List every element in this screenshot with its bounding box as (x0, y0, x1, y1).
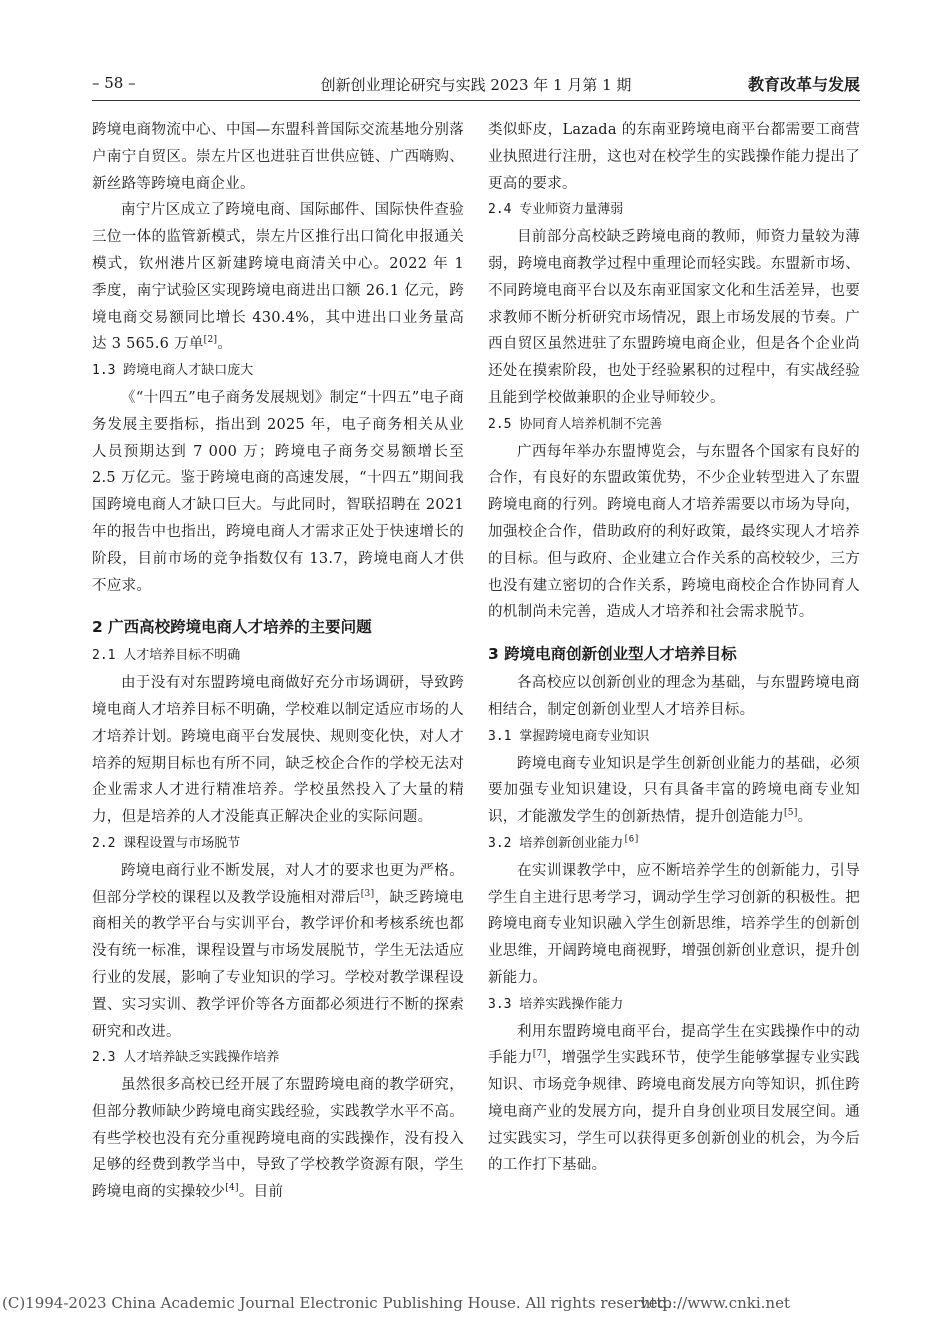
subsection-heading (488, 831, 860, 858)
section-title: 教育改革与发展 (747, 75, 860, 94)
paragraph-text: 。 (217, 336, 233, 353)
subsection-heading: 3.1 掌握跨境电商专业知识 (488, 728, 650, 744)
left-column (92, 117, 464, 1206)
copyright-notice: (C)1994-2023 China Academic Journal Electronic Publishing House. All rights reserved. (2, 1294, 672, 1312)
paragraph-text: 南宁片区成立了跨境电商、国际邮件、国际快件查验三位一体的监管新模式，崇左片区推行出口简化申报通关模式，钦州港片区新建跨境电商清关中心。2022 年 1 季度，南宁试验区实现跨境电商进出口额 26.1 亿元，跨境电商交易额同比增长 430.4%，其中进出口业务量高达 3 565.6 万单 (92, 202, 464, 353)
paragraph (488, 751, 860, 831)
paragraph: 广西每年举办东盟博览会，与东盟各个国家有良好的合作，有良好的东盟政策优势，不少企业转型进入了东盟跨境电商的行列。跨境电商人才培养需要以市场为导向，加强校企合作，借助政府的利好政策，最终实现人才培养的目标。但与政府、企业建立合作关系的高校较少，三方也没有建立密切的合作关系，跨境电商校企合作协同育人的机制尚未完善，造成人才培养和社会需求脱节。 (488, 443, 860, 621)
citation: [7] (532, 1049, 547, 1060)
paragraph: 目前部分高校缺乏跨境电商的教师，师资力量较为薄弱，跨境电商教学过程中重理论而轻实践。东盟新市场、不同跨境电商平台以及东南亚国家文化和生活差异，也要求教师不断分析研究市场情况，跟上市场发展的节奏。广西自贸区虽然进驻了东盟跨境电商企业，但是各个企业尚还处在摸索阶段，也处于经验累积的过程中，有实战经验且能到学校做兼职的企业导师较少。 (488, 229, 860, 406)
paragraph-text: 。 (797, 809, 813, 826)
page-header (92, 72, 860, 100)
paragraph (92, 1072, 464, 1206)
paragraph-text: ，增强学生实践环节，使学生能够掌握专业实践知识、市场竞争规律、跨境电商发展方向等知识，抓住跨境电商产业的发展方向，提升自身创业项目发展空间。通过实践实习，学生可以获得更多创新创业的机会，为今后的工作打下基础。 (488, 1050, 860, 1174)
paragraph: 各高校应以创新创业的理念为基础，与东盟跨境电商相结合，制定创新创业型人才培养目标。 (488, 675, 860, 718)
paragraph: 跨境电商物流中心、中国—东盟科普国际交流基地分别落户南宁自贸区。崇左片区也进驻百世供应链、广西嗨购、新丝路等跨境电商企业。 (92, 122, 464, 192)
paragraph: 类似虾皮，Lazada 的东南亚跨境电商平台都需要工商营业执照进行注册，这也对在校学生的实践操作能力提出了更高的要求。 (488, 122, 860, 192)
subsection-heading: 3.3 培养实践操作能力 (488, 996, 624, 1012)
subsection-heading: 2.3 人才培养缺乏实践操作培养 (92, 1050, 280, 1066)
paragraph (488, 1019, 860, 1180)
paragraph-text: 利用东盟跨境电商平台，提高学生在实践操作中的动手能力 (488, 1023, 860, 1067)
citation: [4] (225, 1183, 239, 1194)
citation: [3] (360, 888, 375, 899)
right-column (488, 117, 860, 1179)
publisher-url[interactable]: http://www.cnki.net (640, 1294, 790, 1312)
paragraph: 《“十四五”电子商务发展规划》制定“十四五”电子商务发展主要指标，指出到 2025 年，电子商务相关从业人员预期达到 7 000 万；跨境电子商务交易额增长至 2.5 万亿元。鉴于跨境电商的高速发展，“十四五”期间我国跨境电商人才缺口巨大。与此同时，智联招聘在 2021 年的报告中也指出，跨境电商人才需求正处于快速增长的阶段，目前市场的竞争指数仅有 13.7，跨境电商人才供不应求。 (92, 389, 464, 594)
paragraph: 在实训课教学中，应不断培养学生的创新能力，引导学生自主进行思考学习，调动学生学习创新的积极性。把跨境电商专业知识融入学生创新思维，培养学生的创新创业思维，开阔跨境电商视野，增强创新创业意识，提升创新能力。 (488, 862, 860, 986)
section-heading: 2 广西高校跨境电商人才培养的主要问题 (92, 618, 372, 637)
page-number: – 58 – (92, 74, 136, 92)
journal-title: 创新创业理论研究与实践 2023 年 1 月第 1 期 (320, 76, 632, 94)
paragraph-text: 。目前 (238, 1184, 284, 1201)
paragraph-text: 跨境电商行业不断发展，对人才的要求也更为严格。但部分学校的课程以及教学设施相对滞后 (92, 862, 464, 906)
subsection-heading: 1.3 跨境电商人才缺口庞大 (92, 363, 254, 379)
header-rule (92, 100, 860, 101)
citation: [5] (784, 808, 798, 819)
paragraph-text: 跨境电商专业知识是学生创新创业能力的基础，必须要加强专业知识建设，只有具备丰富的跨境电商专业知识，才能激发学生的创新热情，提升创造能力 (488, 755, 860, 826)
paragraph-text: ，缺乏跨境电商相关的教学平台与实训平台，教学评价和考核系统也都没有统一标准，课程设置与市场发展脱节，学生无法适应行业的发展，影响了专业知识的学习。学校对教学课程设置、实习实训、教学评价等各方面都必须进行不断的探索研究和改进。 (92, 889, 464, 1040)
subsection-heading-text: 3.2 培养创新创业能力 (488, 835, 624, 851)
subsection-heading: 2.2 课程设置与市场脱节 (92, 835, 241, 851)
paragraph (92, 197, 464, 358)
paragraph: 由于没有对东盟跨境电商做好充分市场调研，导致跨境电商人才培养目标不明确，学校难以制定适应市场的人才培养计划。跨境电商平台发展快、规则变化快，对人才培养的短期目标也有所不同，缺乏校企合作的学校无法对企业需求人才进行精准培养。学校虽然投入了大量的精力，但是培养的人才没能真正解决企业的实际问题。 (92, 675, 464, 826)
paragraph (92, 858, 464, 1046)
paragraph-text: 虽然很多高校已经开展了东盟跨境电商的教学研究，但部分教师缺少跨境电商实践经验，实践教学水平不高。有些学校也没有充分重视跨境电商的实践操作，没有投入足够的经费到教学当中，导致了学校教学资源有限，学生跨境电商的实操较少 (92, 1077, 464, 1201)
citation: [2] (203, 335, 218, 346)
section-heading: 3 跨境电商创新创业型人才培养目标 (488, 645, 737, 664)
subsection-heading: 2.1 人才培养目标不明确 (92, 648, 241, 664)
subsection-heading: 2.4 专业师资力量薄弱 (488, 202, 624, 218)
citation: [6] (623, 834, 640, 845)
subsection-heading: 2.5 协同育人培养机制不完善 (488, 416, 663, 432)
